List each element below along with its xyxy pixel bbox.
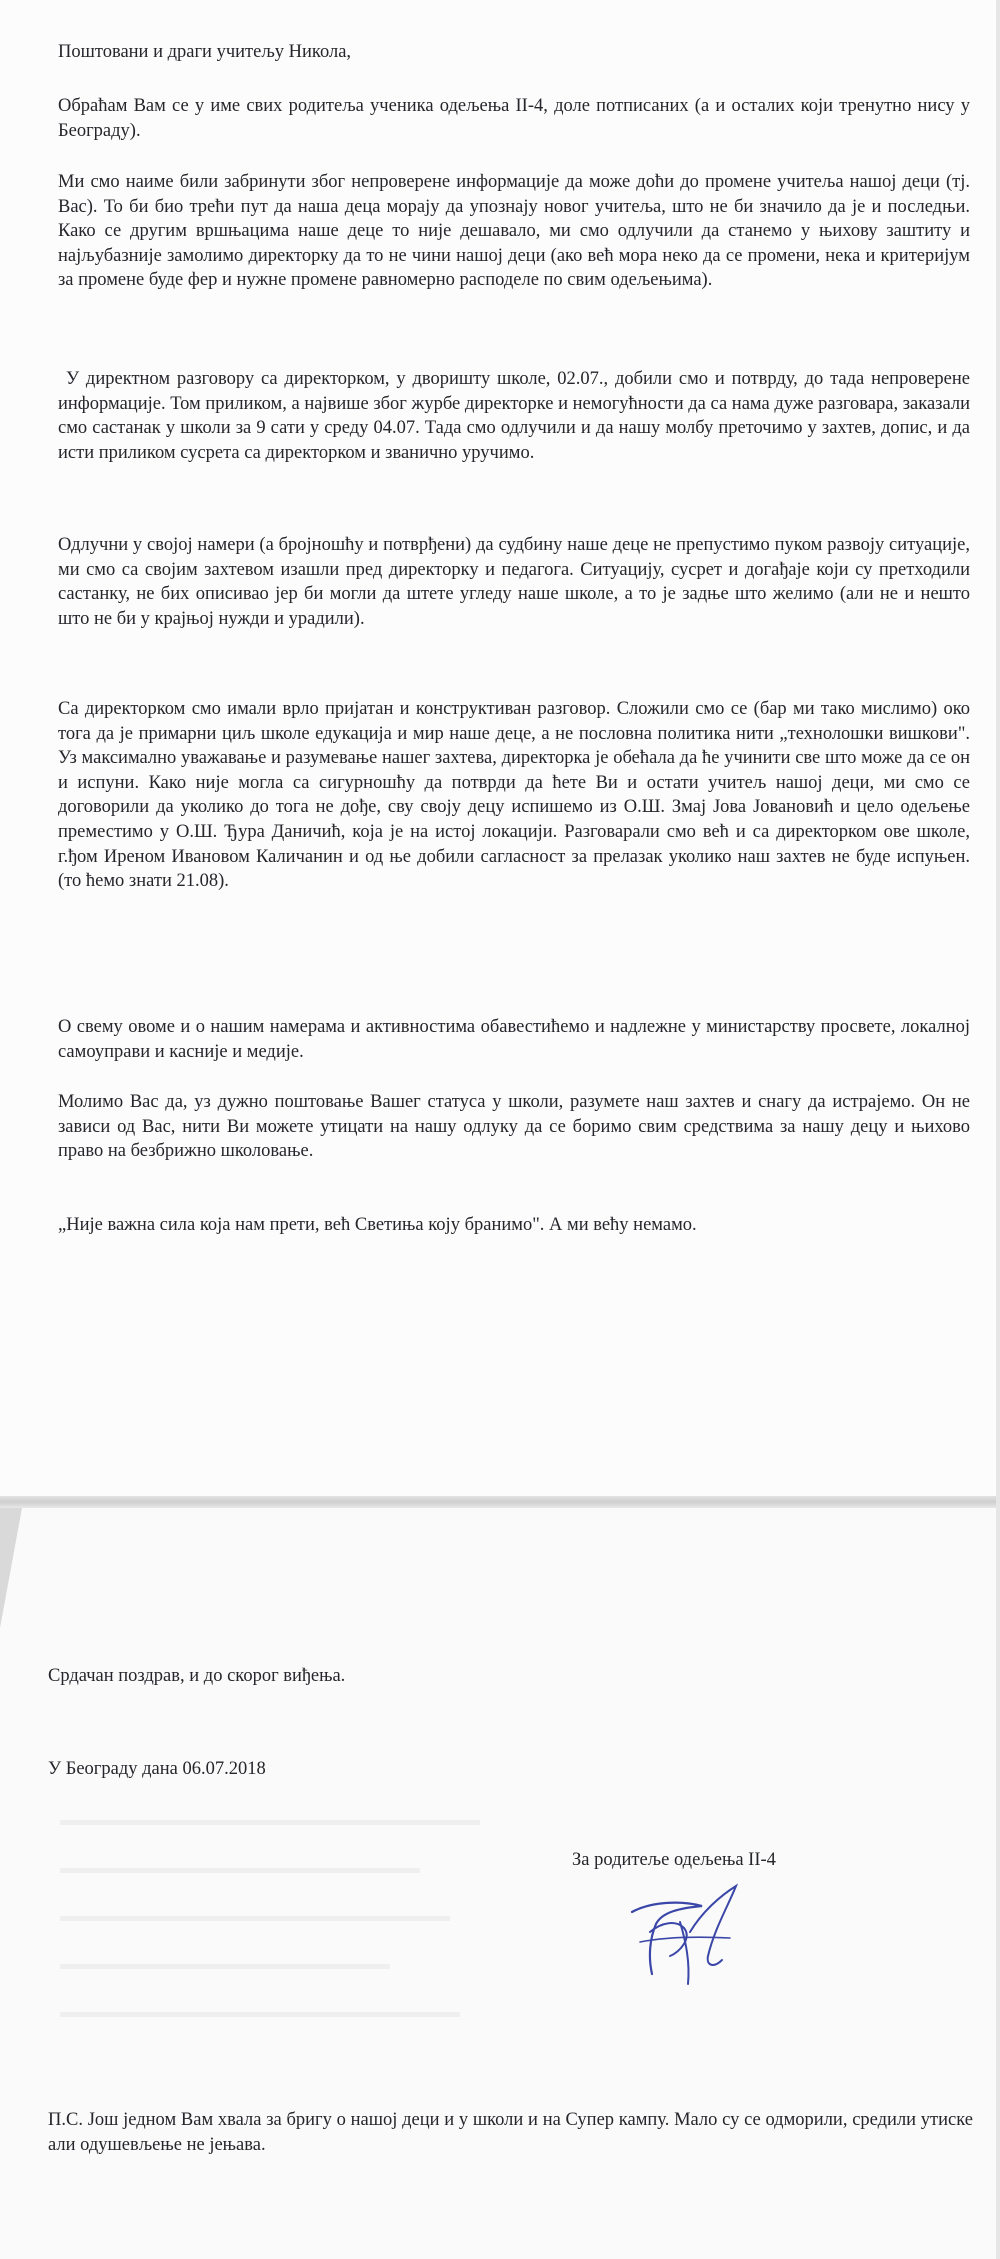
bleed-through-line: [60, 2012, 460, 2017]
letter-postscript: [48, 2108, 973, 2157]
paragraph-text: Одлучни у својој намери (а бројношћу и потврђени) да судбину наше деце не препустимо пуком развоју ситуације, ми смо са својим захтевом изашли пред директорку и педагога. Ситуацију, сусрет и догађаје који су претходили састанку, не бих описивао јер би могли да штете угледу наше школе, а то је задње што желимо (али не и нешто што не би у крајњој нужди и урадили).: [58, 535, 970, 629]
bleed-through-line: [60, 1868, 420, 1873]
paragraph-7: [58, 1090, 970, 1164]
paragraph-4: [58, 533, 970, 631]
bleed-through-line: [60, 1964, 390, 1969]
date-text: У Београду дана 06.07.2018: [48, 1759, 266, 1779]
paragraph-5: [58, 697, 970, 894]
bleed-through-line: [60, 1820, 480, 1825]
paragraph-text: У директном разговору са директорком, у дворишту школе, 02.07., добили смо и потврду, до тада непроверене информације. Том приликом, а највише због журбе директорке и немогућности да са нама дуже разговара, заказали смо састанак у школи за 9 сати у среду 04.07. Тада смо одлучили и да нашу молбу преточимо у захтев, допис, и да исти приликом сусрета са директорком и званично уручимо.: [58, 369, 970, 463]
paragraph-8: [58, 1213, 970, 1238]
paragraph-text: Обраћам Вам се у име свих родитеља ученика одељења II-4, доле потписаних (а и осталих који тренутно нису у Београду).: [58, 96, 970, 141]
paragraph-text: Ми смо наиме били забринути због непроверене информације да може доћи до промене учитеља нашој деци (тј. Вас). То би био трећи пут да наша деца морају да упознају новог учитеља, што не би значило да је и последњи. Како се другим вршњацима наше деце то није дешавало, ми смо одлучили да станемо у њихову заштиту и најљубазније замолимо директорку да то не чини нашој деци (ако већ мора неко да се промени, нека и критеријум за промене буде фер и нужне промене равномерно расподеле по свим одељењима).: [58, 172, 970, 291]
paragraph-text: О свему овоме и о нашим намерама и активностима обавестићемо и надлежне у министарству просвете, локалној самоуправи и касније и медије.: [58, 1017, 970, 1062]
paragraph-text: Са директорком смо имали врло пријатан и конструктиван разговор. Сложили смо се (бар ми тако мислимо) око тога да је примарни циљ школе едукација и мир наше деце, а не пословна политика нити „технолошки вишкови". Уз максимално уважавање и разумевање нашег захтева, директорка је обећала да ће учинити све што може да се он и испуни. Како није могла са сигурношћу да потврди да ћете Ви и остати учитељ нашој деци, ми смо се договорили да уколико до тога не дође, сву своју децу испишемо из О.Ш. Змај Јова Јовановић и цело одељење преместимо у О.Ш. Ђура Даничић, која је на истој локацији. Разговарали смо већ и са директорком ове школе, г.ђом Ирeном Ивановом Каличанин и од ње добили сагласност за прелазак уколико наш захтев не буде испуњен. (то ћемо знати 21.08).: [58, 699, 970, 892]
handwritten-signature: [610, 1872, 760, 1992]
closing-text: Срдачан поздрав, и до скорог виђења.: [48, 1666, 346, 1686]
bleed-through-line: [60, 1916, 450, 1921]
paper-edge: [996, 0, 1000, 2259]
letter-greeting: [58, 40, 970, 65]
paragraph-1: [58, 94, 970, 143]
paragraph-text: „Није важна сила која нам прети, већ Светиња коју бранимо". А ми већу немамо.: [58, 1215, 697, 1235]
letter-date: [48, 1757, 960, 1782]
paragraph-2: [58, 170, 970, 293]
page-corner-fold: [0, 1508, 22, 1628]
paragraph-text: Молимо Вас да, уз дужно поштовање Вашег статуса у школи, разумете наш захтев и снагу да истрајемо. Он не зависи од Вас, нити Ви можете утицати на нашу одлуку да се боримо свим средствима за нашу децу и њихово право на безбрижно школовање.: [58, 1092, 970, 1162]
paragraph-6: [58, 1015, 970, 1064]
paragraph-3: [58, 367, 970, 465]
signature-label: За родитеље одељења II-4: [572, 1850, 776, 1870]
letter-closing: [48, 1664, 960, 1689]
postscript-text: П.С. Још једном Вам хвала за бригу о нашој деци и у школи и на Супер кампу. Мало су се одморили, средили утиске али одушевљење не јењава.: [48, 2110, 973, 2155]
greeting-text: Поштовани и драги учитељу Никола,: [58, 42, 352, 62]
